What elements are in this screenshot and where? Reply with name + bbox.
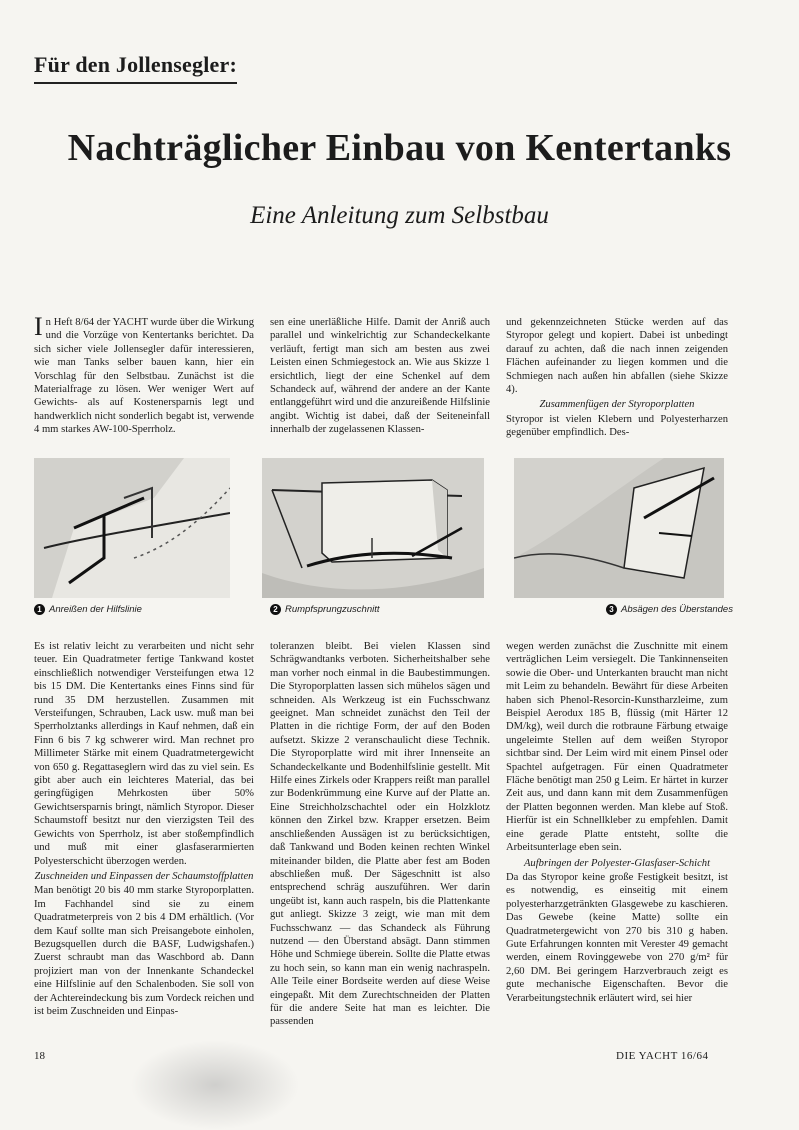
subheading-styropor: Zusammenfügen der Styroporplatten (539, 399, 695, 411)
intro-text-3a: und gekennzeichneten Stücke werden auf das Styropor gelegt und kopiert. Dabei ist unbedingt darauf zu achten, daß die nach innen zeigenden Flächen aufeinander zu liegen kommen und die Schmiegen nach außen hin abfallen (siehe Skizze 4). (506, 317, 728, 396)
issue-label: DIE YACHT 16/64 (616, 1050, 709, 1062)
figure-2-photo (262, 458, 484, 598)
body-text-3a: wegen werden zunächst die Zuschnitte mit einem verträglichen Leim versiegelt. Die Tankinnenseiten sowie die Ober- und Unterkanten braucht man nicht mit Leim zu behandeln. Bewährt für diese Arbeiten haben sich Phenol-Resorcin-Kunstharzleime, zum Beispiel Aerodux 185 B, flüssig (mit Härter 12 DM/kg), weil durch die rotbraune Färbung etwaige ungeleimte Stellen auf dem weißen Styropor sichtbar sind. Der Leim wird mit einem Pinsel oder Spachtel aufgetragen. Für einen Quadratmeter Fläche benötigt man 250 g Leim. Er härtet in kurzer Zeit aus, und dann kann mit dem Zusammenfügen der Platten begonnen werden. Man klebe auf Stoß. Hierfür ist ein Schnellkleber zu empfehlen. Damit eine gerade Platte entsteht, sollte die Arbeitsunterlage eben sein. (506, 641, 728, 854)
intro-text-3b: Styropor ist vielen Klebern und Polyesterharzen gegenüber empfindlich. Des- (506, 413, 728, 439)
figure-2-sketch (262, 458, 484, 598)
figure-1-sketch (34, 458, 230, 598)
body-column-3 (506, 640, 728, 1005)
body-text-1b: Man benötigt 20 bis 40 mm starke Styroporplatten. Im Fachhandel sind sie zu einem Quadratmeterpreis von 2 bis 4 DM erhältlich. (Vor dem Kauf sollte man sich Preisangebote einholen, Bezugsquellen durch die BASF, Ludwigshafen.) Zuerst schraubt man das Waschbord ab. Dann projiziert man von der Innenkante Schandeckel eine Hilfslinie auf den Schalenboden. Sie soll von der Achtereindeckung bis zum Vordeck reichen und ist beim Zuschneiden und Einpas- (34, 885, 254, 1017)
subheading-zuschneiden: Zuschneiden und Einpassen der Schaumstoffplatten (34, 870, 254, 882)
subheading-polyester: Aufbringen der Polyester-Glasfaser-Schicht (523, 857, 711, 869)
figure-1-number: 1 (34, 604, 45, 615)
figure-3-sketch (514, 458, 724, 598)
body-column-2 (270, 640, 490, 1029)
body-column-1 (34, 640, 254, 1018)
intro-text-2: sen eine unerläßliche Hilfe. Damit der Anriß auch parallel und winkelrichtig zur Schandeckelkante verläuft, fertigt man sich am besten aus zwei Leisten einen Schmiegestock an. Wie aus Skizze 1 ersichtlich, liegt der eine Schenkel auf dem Schandeck auf, während der andere an der Kante entlanggeführt wird und die anzureißende Hilfslinie angibt. Wichtig ist dabei, daß der Seiteneinfall innerhalb der zugelassenen Klassen- (270, 317, 490, 436)
figure-3-photo (514, 458, 724, 598)
intro-text-1: n Heft 8/64 der YACHT wurde über die Wirkung und die Vorzüge von Kentertanks berichtet. Da sich sicher viele Jollensegler dafür interessieren, wie man Tanks selber bauen kann, hier ein Vorschlag für den Selbstbau. Zunächst ist die Materialfrage zu lösen. Wer weniger Wert auf Gewichts- als auf Kostenersparnis legt und handwerklich nicht sonderlich begabt ist, verwende 4 mm starkes AW-100-Sperrholz. (34, 317, 254, 436)
article-subtitle: Eine Anleitung zum Selbstbau (250, 202, 549, 229)
body-text-3b: Da das Styropor keine große Festigkeit besitzt, ist es notwendig, es einseitig mit einem polyesterharzgetränkten Glasgewebe zu kaschieren. Das Gewebe (keine Matte) sollte ein Quadratmetergewicht von 270 bis 310 g haben. Gute Erfahrungen konnten mit Verester 49 gemacht werden, einem Rovinggewebe von 270 g/m² für 2,60 DM. Bei geringem Harzverbrauch zeigt es gute mechanische Eigenschaften. Bevor die Verarbeitungstechnik erläutert wird, sei hier (506, 871, 728, 1004)
paper-smudge (130, 1040, 300, 1130)
figure-1-caption (34, 604, 142, 615)
figure-3-caption (606, 604, 733, 615)
article-title: Nachträglicher Einbau von Kentertanks (67, 127, 732, 169)
figure-3-caption-text: Absägen des Überstandes (621, 604, 733, 616)
drop-cap: I (34, 312, 43, 341)
figure-2-number: 2 (270, 604, 281, 615)
figure-2-caption-text: Rumpfsprungzuschnitt (285, 604, 380, 616)
figure-3-number: 3 (606, 604, 617, 615)
body-text-1a: Es ist relativ leicht zu verarbeiten und nicht sehr teuer. Ein Quadratmeter fertige Tankwand kostet einschließlich notwendiger Versteifungen etwa 12 bis 15 DM. Die Kentertanks eines Finns sind für rund 35 DM herzustellen. Zusammen mit Versteifungen, Schrauben, Lack usw. muß man bei Sperrholztanks allerdings in Kauf nehmen, daß ein Finn 6 bis 7 kg schwerer wird. Man rechnet pro Millimeter Stärke mit einem Quadratmetergewicht von 650 g. Regattaseglern wird das zu viel sein. Es gibt aber auch ein leichteres Material, das bei geringfügigen Mehrkosten über 50% Gewichtsersparnis bringt, nämlich Styropor. Dieser Schaumstoff besitzt nur den vierzigsten Teil des Gewichts von Sperrholz, ist aber stoßempfindlich und muß mit einer glasfaserarmierten Polyesterschicht überzogen werden. (34, 641, 254, 867)
body-text-2: toleranzen bleibt. Bei vielen Klassen sind Schrägwandtanks verboten. Sicherheitshalber sehe man vorher noch einmal in die Baubestimmungen. Die Styroporplatten lassen sich mühelos sägen und schneiden. Als Werkzeug ist ein Fuchsschwanz geeignet. Man schneidet zunächst den Teil der Platten in die richtige Form, der auf den Boden aufsetzt. Skizze 2 veranschaulicht diese Technik. Die Styroporplatte wird mit ihrer Innenseite an Schandeckelkante und Bodenhilfslinie gestellt. Mit Hilfe eines Zirkels oder Krappers reißt man parallel zur Bodenkrümmung eine Kurve auf der Platte an. Eine Streichholzschachtel oder ein Holzklotz können den Zirkel bzw. Krapper ersetzen. Beim anschließenden Aussägen ist zu berücksichtigen, daß Tankwand und Boden keinen rechten Winkel miteinander bilden, die Platte aber fest am Boden abschließen muß. Der Sägeschnitt ist also entsprechend schräg auszuführen. Wer darin ungeübt ist, kann auch raspeln, bis die Plattenkante gut anliegt. Skizze 3 zeigt, wie man mit dem Fuchsschwanz — das Schandeck als Führung nutzend — den Überstand absägt. Dann stimmen Höhe und Schmiege überein. Sollte die Platte etwas zu hoch sein, so kann man ein wenig nachraspeln. Alle Teile einer Bordseite werden auf diese Weise eingepaßt. Mit dem Zurechtschneiden der Platten für die andere Seite hat man es leichter. Die passenden (270, 641, 490, 1028)
figure-2-caption (270, 604, 380, 615)
intro-column-2 (270, 316, 490, 437)
intro-column-1 (34, 312, 254, 437)
page-number: 18 (34, 1050, 45, 1062)
figure-1-photo (34, 458, 230, 598)
figure-1-caption-text: Anreißen der Hilfslinie (49, 604, 142, 616)
section-kicker: Für den Jollensegler: (34, 52, 237, 84)
intro-column-3 (506, 316, 728, 440)
